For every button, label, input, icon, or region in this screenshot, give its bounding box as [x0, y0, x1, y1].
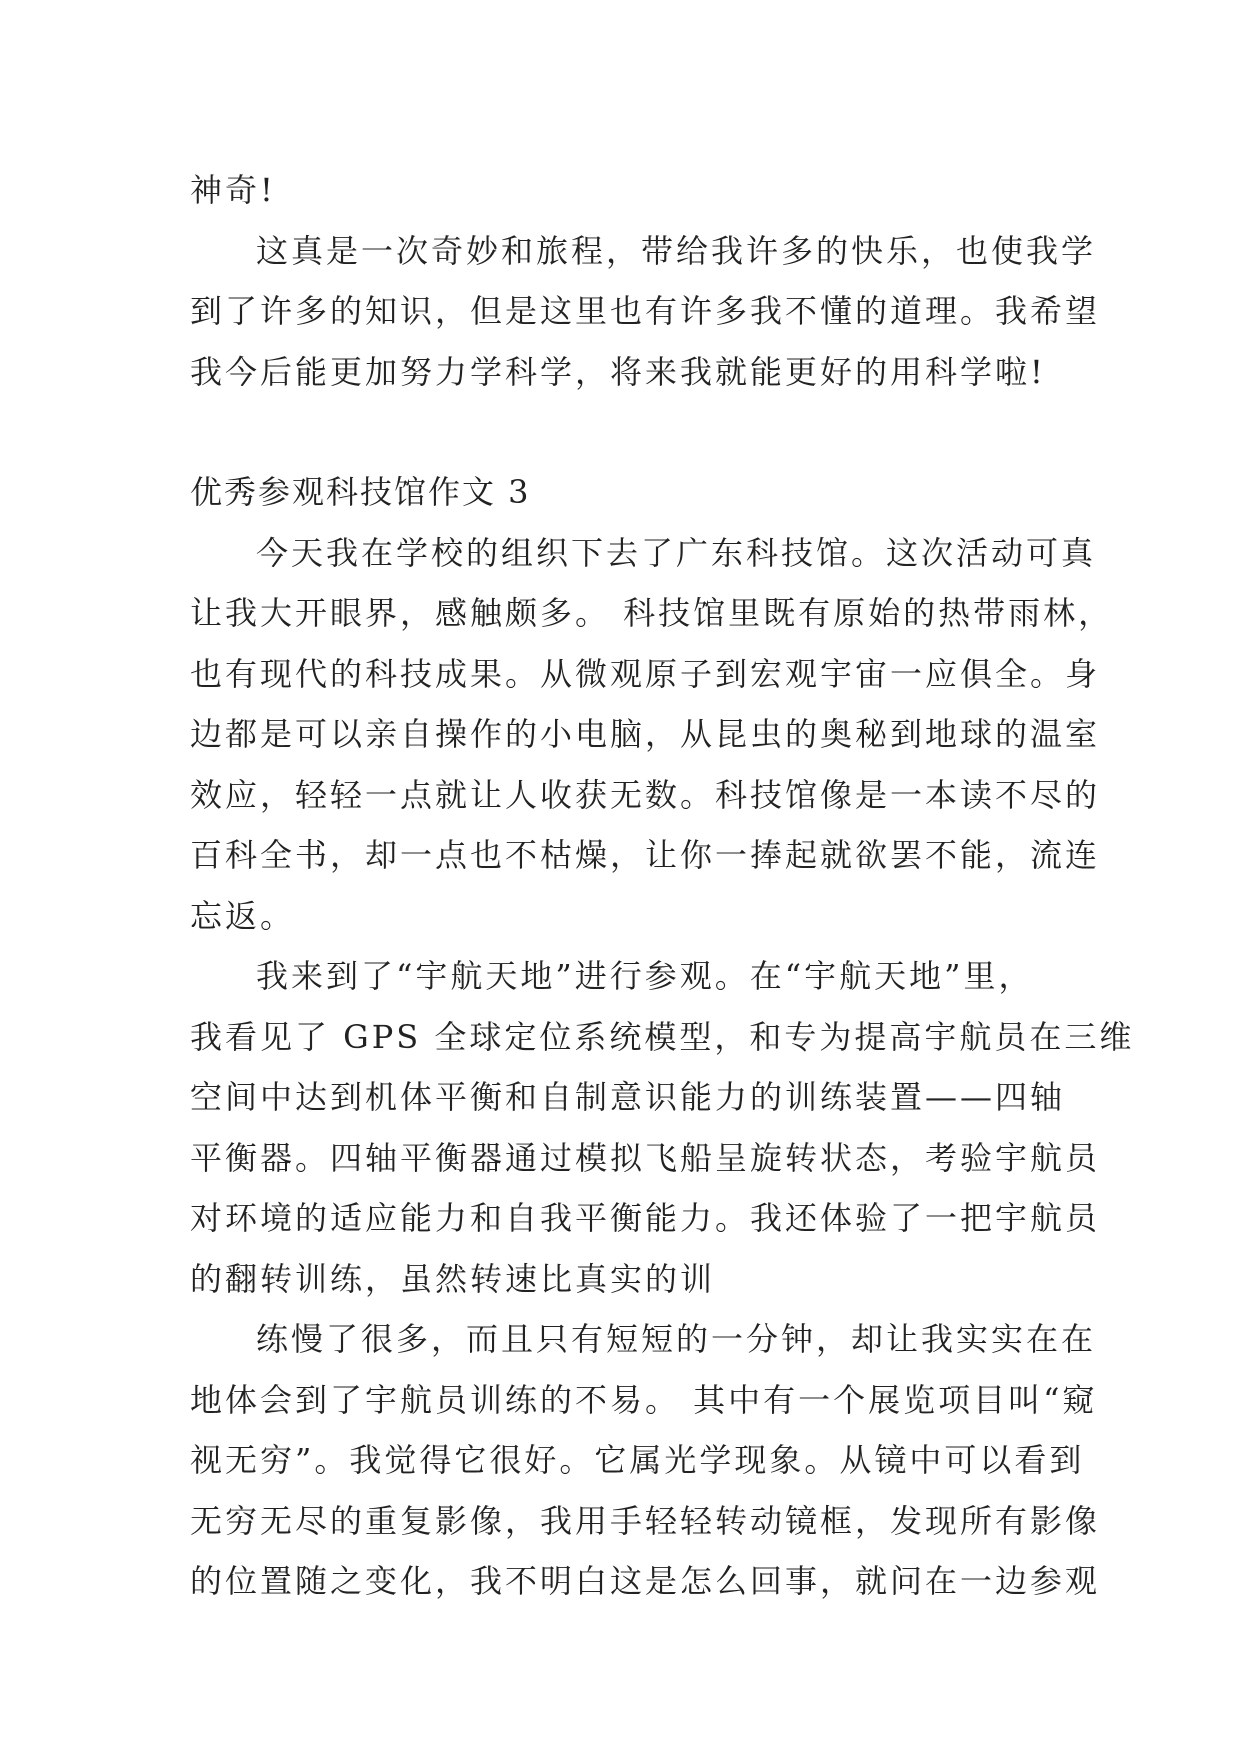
paragraph-line: 的位置随之变化，我不明白这是怎么回事，就问在一边参观 [190, 1562, 1101, 1600]
paragraph-line: 也有现代的科技成果。从微观原子到宏观宇宙一应俱全。身 [190, 654, 1101, 693]
paragraph-line: 对环境的适应能力和自我平衡能力。我还体验了一把宇航员 [190, 1199, 1101, 1237]
paragraph-line: 平衡器。四轴平衡器通过模拟飞船呈旋转状态，考验宇航员 [190, 1138, 1101, 1177]
paragraph-line: 今天我在学校的组织下去了广东科技馆。这次活动可真 [256, 533, 1097, 572]
paragraph-line: 地体会到了宇航员训练的不易。 其中有一个展览项目叫“窥 [190, 1380, 1098, 1419]
paragraph-line: 我今后能更加努力学科学，将来我就能更好的用科学啦! [190, 352, 1046, 391]
paragraph-line: 百科全书，却一点也不枯燥，让你一捧起就欲罢不能，流连 [190, 836, 1101, 874]
paragraph-line: 这真是一次奇妙和旅程，带给我许多的快乐，也使我学 [256, 231, 1097, 270]
paragraph-line: 让我大开眼界，感触颇多。 科技馆里既有原始的热带雨林， [190, 594, 1114, 632]
document-body [190, 160, 1135, 1612]
section-gap [190, 402, 1050, 462]
paragraph-line: 我来到了“宇航天地”进行参观。在“宇航天地”里， [256, 957, 1034, 995]
paragraph-line: 的翻转训练，虽然转速比真实的训 [190, 1259, 716, 1298]
paragraph-line: 边都是可以亲自操作的小电脑，从昆虫的奥秘到地球的温室 [190, 715, 1101, 753]
paragraph-line: 神奇! [190, 171, 276, 209]
paragraph-line: 到了许多的知识，但是这里也有许多我不懂的道理。我希望 [190, 292, 1101, 330]
paragraph-line: 效应，轻轻一点就让人收获无数。科技馆像是一本读不尽的 [190, 775, 1101, 814]
paragraph-line: 视无穷”。我觉得它很好。它属光学现象。从镜中可以看到 [190, 1441, 1085, 1479]
paragraph-line: 无穷无尽的重复影像，我用手轻轻转动镜框，发现所有影像 [190, 1501, 1101, 1540]
paragraph-line: 练慢了很多，而且只有短短的一分钟，却让我实实在在 [256, 1320, 1097, 1358]
section-heading: 优秀参观科技馆作文 3 [190, 473, 531, 511]
paragraph-line: 忘返。 [190, 896, 296, 935]
paragraph-line: 我看见了 GPS 全球定位系统模型，和专为提高宇航员在三维 [190, 1017, 1135, 1056]
paragraph-line: 空间中达到机体平衡和自制意识能力的训练装置——四轴 [190, 1078, 1066, 1116]
